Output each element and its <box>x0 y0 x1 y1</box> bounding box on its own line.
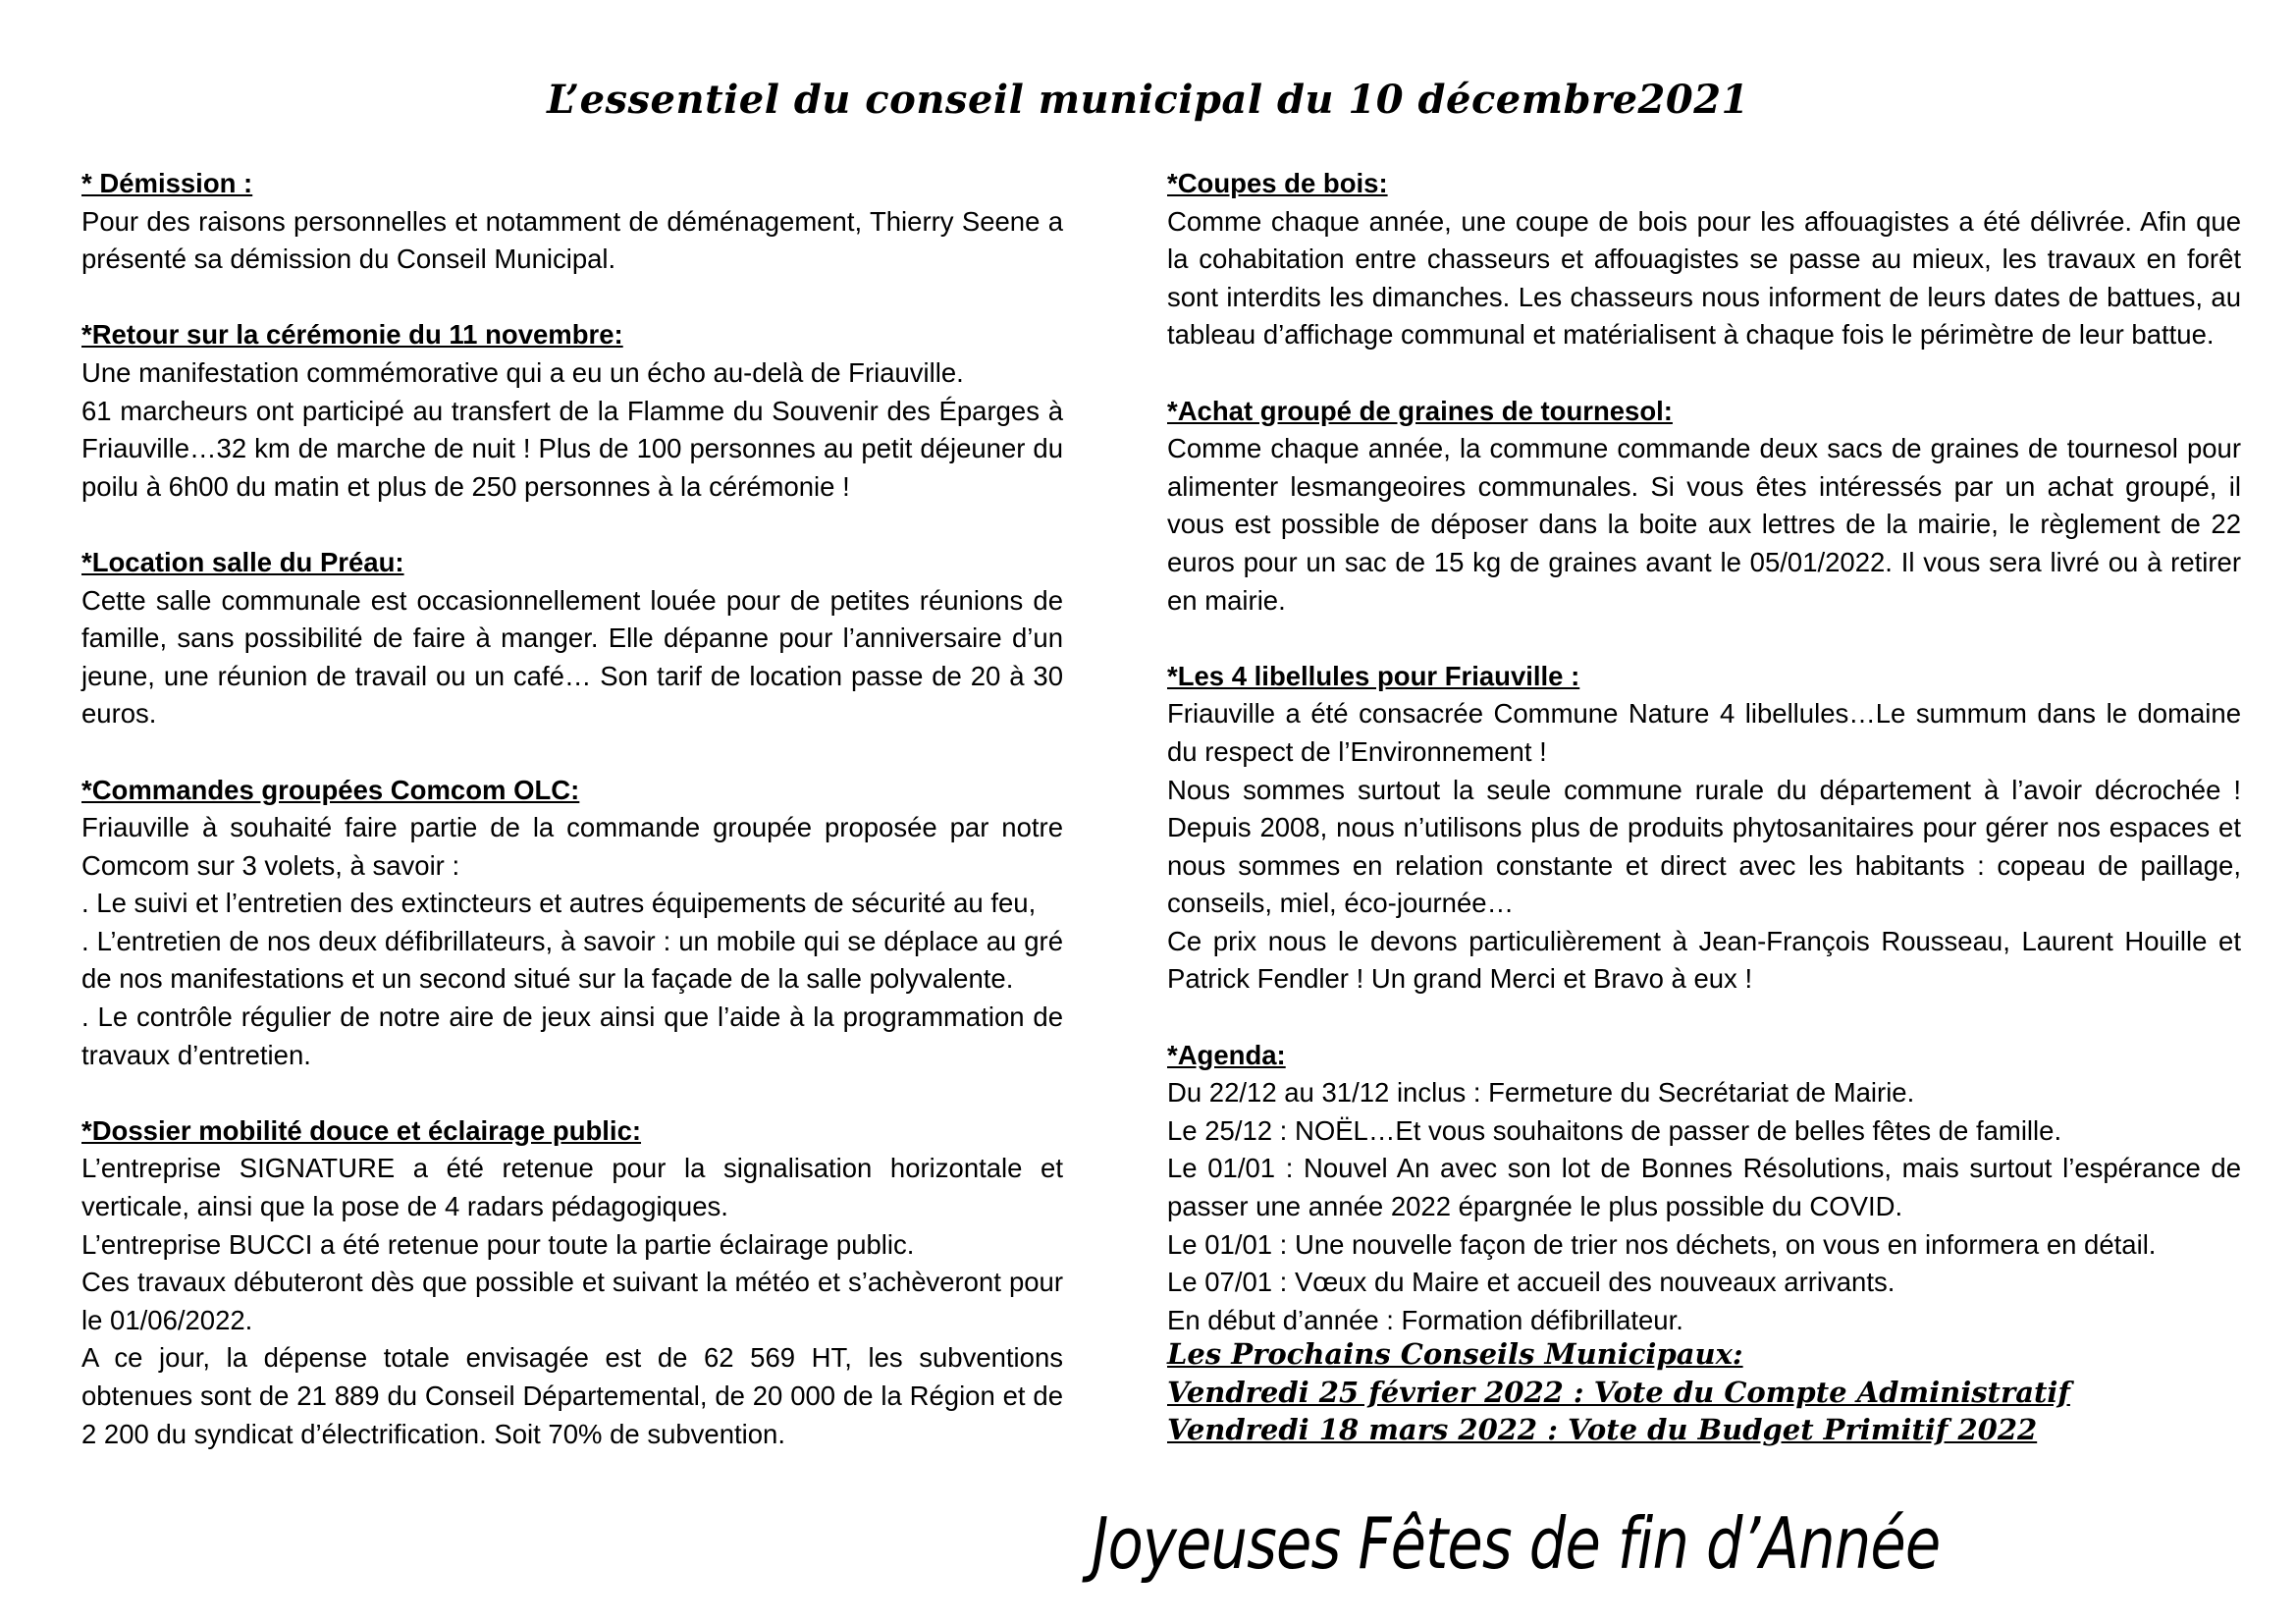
section-heading: *Commandes groupées Comcom OLC: <box>81 774 580 805</box>
section-paragraph: A ce jour, la dépense totale envisagée est de 62 569 HT, les subventions obtenues sont de 21 889 du Conseil Départemental, de 20 000 de la Région et de 2 200 du syndicat d’électrification. Soit 70% de subvention. <box>81 1342 1063 1449</box>
agenda-item: Le 07/01 : Vœux du Maire et accueil des nouveaux arrivants. <box>1167 1267 1896 1298</box>
section-paragraph: L’entreprise SIGNATURE a été retenue pour la signalisation horizontale et verticale, ainsi que la pose de 4 radars pédagogiques. <box>81 1153 1063 1222</box>
section-paragraph: . Le contrôle régulier de notre aire de jeux ainsi que l’aide à la programmation de travaux d’entretien. <box>81 1001 1063 1070</box>
section-agenda <box>1167 1037 2241 1340</box>
section-graines-tournesol <box>1167 393 2241 621</box>
section-paragraph: L’entreprise BUCCI a été retenue pour toute la partie éclairage public. <box>81 1228 915 1260</box>
section-heading: *Achat groupé de graines de tournesol: <box>1167 395 1673 426</box>
agenda-item: Le 25/12 : NOËL…Et vous souhaitons de passer de belles fêtes de famille. <box>1167 1114 2062 1146</box>
section-paragraph: Pour des raisons personnelles et notamment de déménagement, Thierry Seene a présenté sa démission du Conseil Municipal. <box>81 205 1063 275</box>
section-paragraph: Une manifestation commémorative qui a eu un écho au-delà de Friauville. <box>81 356 964 388</box>
section-paragraph: Ce prix nous le devons particulièrement à Jean-François Rousseau, Laurent Houille et Patrick Fendler ! Un grand Merci et Bravo à eux ! <box>1167 925 2241 995</box>
section-heading: *Agenda: <box>1167 1039 1286 1070</box>
section-paragraph: Friauville à souhaité faire partie de la commande groupée proposée par notre Comcom sur 3 volets, à savoir : <box>81 812 1063 881</box>
section-paragraph: Nous sommes surtout la seule commune rurale du département à l’avoir décrochée ! Depuis 2008, nous n’utilisons plus de produits phytosanitaires pour gérer nos espaces et nous sommes en relation constante et direct avec les habitants : copeau de paillage, conseils, miel, éco-journée… <box>1167 774 2241 919</box>
next-councils <box>1167 1335 2241 1449</box>
council-date: Vendredi 18 mars 2022 : Vote du Budget Primitif 2022 <box>1167 1413 2038 1447</box>
council-date: Vendredi 25 février 2022 : Vote du Compte Administratif <box>1167 1375 2070 1409</box>
section-mobilite-eclairage <box>81 1112 1063 1453</box>
agenda-item: En début d’année : Formation défibrillateur. <box>1167 1304 1683 1335</box>
section-heading: *Coupes de bois: <box>1167 168 1388 198</box>
section-paragraph: Ces travaux débuteront dès que possible et suivant la météo et s’achèveront pour le 01/06/2022. <box>81 1267 1063 1335</box>
section-paragraph: 61 marcheurs ont participé au transfert de la Flamme du Souvenir des Éparges à Friauville…32 km de marche de nuit ! Plus de 100 personnes au petit déjeuner du poilu à 6h00 du matin et plus de 250 personnes à la cérémonie ! <box>81 395 1063 502</box>
agenda-item: Le 01/01 : Une nouvelle façon de trier nos déchets, on vous en informera en détail. <box>1167 1228 2157 1260</box>
section-location-salle <box>81 544 1063 733</box>
next-councils-heading: Les Prochains Conseils Municipaux: <box>1167 1337 1743 1371</box>
section-paragraph: Comme chaque année, la commune commande deux sacs de graines de tournesol pour alimenter lesmangeoires communales. Si vous êtes intéressés par un achat groupé, il vous est possible de déposer dans la boite aux lettres de la mairie, le règlement de 22 euros pour un sac de 15 kg de graines avant le 05/01/2022. Il vous sera livré ou à retirer en mairie. <box>1167 433 2241 616</box>
section-heading: *Retour sur la cérémonie du 11 novembre: <box>81 319 623 351</box>
section-paragraph: Comme chaque année, une coupe de bois pour les affouagistes a été délivrée. Afin que la cohabitation entre chasseurs et affouagistes se passe au mieux, les travaux en forêt sont interdits les dimanches. Les chasseurs nous informent de leurs dates de battues, au tableau d’affichage communal et matérialisent à chaque fois le périmètre de leur battue. <box>1167 205 2241 351</box>
section-heading: *Les 4 libellules pour Friauville : <box>1167 660 1580 691</box>
section-heading: * Démission : <box>81 168 253 198</box>
section-demission <box>81 165 1063 279</box>
section-heading: *Location salle du Préau: <box>81 546 404 577</box>
section-commandes-groupees <box>81 772 1063 1075</box>
season-greeting: Joyeuses Fêtes de fin d’Année <box>1092 1502 1941 1585</box>
right-column <box>1167 165 2241 1339</box>
section-paragraph: Friauville a été consacrée Commune Nature 4 libellules…Le summum dans le domaine du respect de l’Environnement ! <box>1167 698 2241 767</box>
section-ceremonie <box>81 316 1063 506</box>
left-column <box>81 165 1063 1453</box>
section-paragraph: . L’entretien de nos deux défibrillateurs, à savoir : un mobile qui se déplace au gré de nos manifestations et un second situé sur la façade de la salle polyvalente. <box>81 925 1063 995</box>
agenda-item: Du 22/12 au 31/12 inclus : Fermeture du Secrétariat de Mairie. <box>1167 1077 1915 1109</box>
document-title: L’essentiel du conseil municipal du 10 décembre2021 <box>547 77 1749 123</box>
section-coupes-bois <box>1167 165 2241 354</box>
section-paragraph: Cette salle communale est occasionnellement louée pour de petites réunions de famille, sans possibilité de faire à manger. Elle dépanne pour l’anniversaire d’un jeune, une réunion de travail ou un café… Son tarif de location passe de 20 à 30 euros. <box>81 584 1063 730</box>
section-libellules <box>1167 658 2241 999</box>
agenda-item: Le 01/01 : Nouvel An avec son lot de Bonnes Résolutions, mais surtout l’espérance de passer une année 2022 épargnée le plus possible du COVID. <box>1167 1153 2241 1222</box>
section-heading: *Dossier mobilité douce et éclairage public: <box>81 1114 642 1146</box>
section-paragraph: . Le suivi et l’entretien des extincteurs et autres équipements de sécurité au feu, <box>81 888 1037 919</box>
